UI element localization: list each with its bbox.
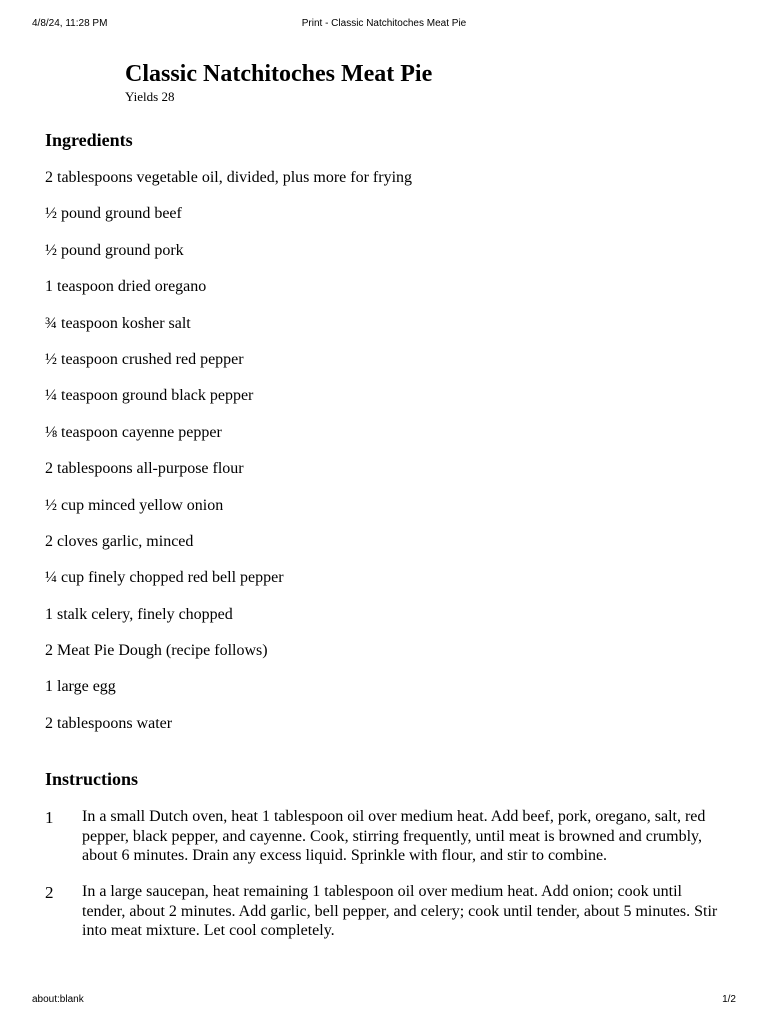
instruction-step <box>45 882 725 941</box>
print-url: about:blank <box>32 994 84 1005</box>
instructions-heading: Instructions <box>45 769 139 789</box>
step-text: In a small Dutch oven, heat 1 tablespoon oil over medium heat. Add beef, pork, oregano, salt, red pepper, black pepper, and cayenne. Cook, stirring frequently, until meat is browned and crumbly, about 6 minutes. Drain any excess liquid. Sprinkle with flour, and stir to combine. <box>82 808 706 864</box>
ingredient-item: ½ cup minced yellow onion <box>45 496 224 514</box>
print-footer <box>32 993 736 1007</box>
instruction-step <box>45 807 725 866</box>
recipe-title: Classic Natchitoches Meat Pie <box>125 61 433 87</box>
ingredient-item: 1 large egg <box>45 678 116 696</box>
ingredient-item: ¾ teaspoon kosher salt <box>45 314 191 332</box>
ingredient-item: 2 cloves garlic, minced <box>45 532 194 550</box>
recipe-yield: Yields 28 <box>125 89 175 104</box>
ingredient-item: 2 tablespoons vegetable oil, divided, plus more for frying <box>45 169 413 186</box>
ingredient-item: ¼ cup finely chopped red bell pepper <box>45 569 284 587</box>
ingredient-item: 2 tablespoons water <box>45 714 173 732</box>
ingredient-item: 1 teaspoon dried oregano <box>45 278 207 296</box>
ingredient-item: ½ pound ground pork <box>45 241 184 259</box>
print-page-title: Print - Classic Natchitoches Meat Pie <box>301 18 467 29</box>
print-page-number: 1/2 <box>722 994 736 1005</box>
ingredient-item: 1 stalk celery, finely chopped <box>45 605 233 623</box>
ingredient-list <box>45 167 412 749</box>
ingredients-heading: Ingredients <box>45 130 133 150</box>
ingredient-item: 2 Meat Pie Dough (recipe follows) <box>45 642 268 660</box>
step-text: In a large saucepan, heat remaining 1 tablespoon oil over medium heat. Add onion; cook until tender, about 2 minutes. Add garlic, bell pepper, and celery; cook until tender, about 5 minutes. Stir into meat mixture. Let cool completely. <box>82 883 718 939</box>
ingredient-item: 2 tablespoons all-purpose flour <box>45 460 244 478</box>
print-datetime: 4/8/24, 11:28 PM <box>32 18 108 29</box>
ingredient-item: ⅛ teaspoon cayenne pepper <box>45 423 222 441</box>
print-header <box>32 17 736 31</box>
step-number: 2 <box>45 883 54 902</box>
step-number: 1 <box>45 808 54 827</box>
ingredient-item: ¼ teaspoon ground black pepper <box>45 387 254 405</box>
ingredient-item: ½ teaspoon crushed red pepper <box>45 350 244 368</box>
ingredient-item: ½ pound ground beef <box>45 205 182 223</box>
